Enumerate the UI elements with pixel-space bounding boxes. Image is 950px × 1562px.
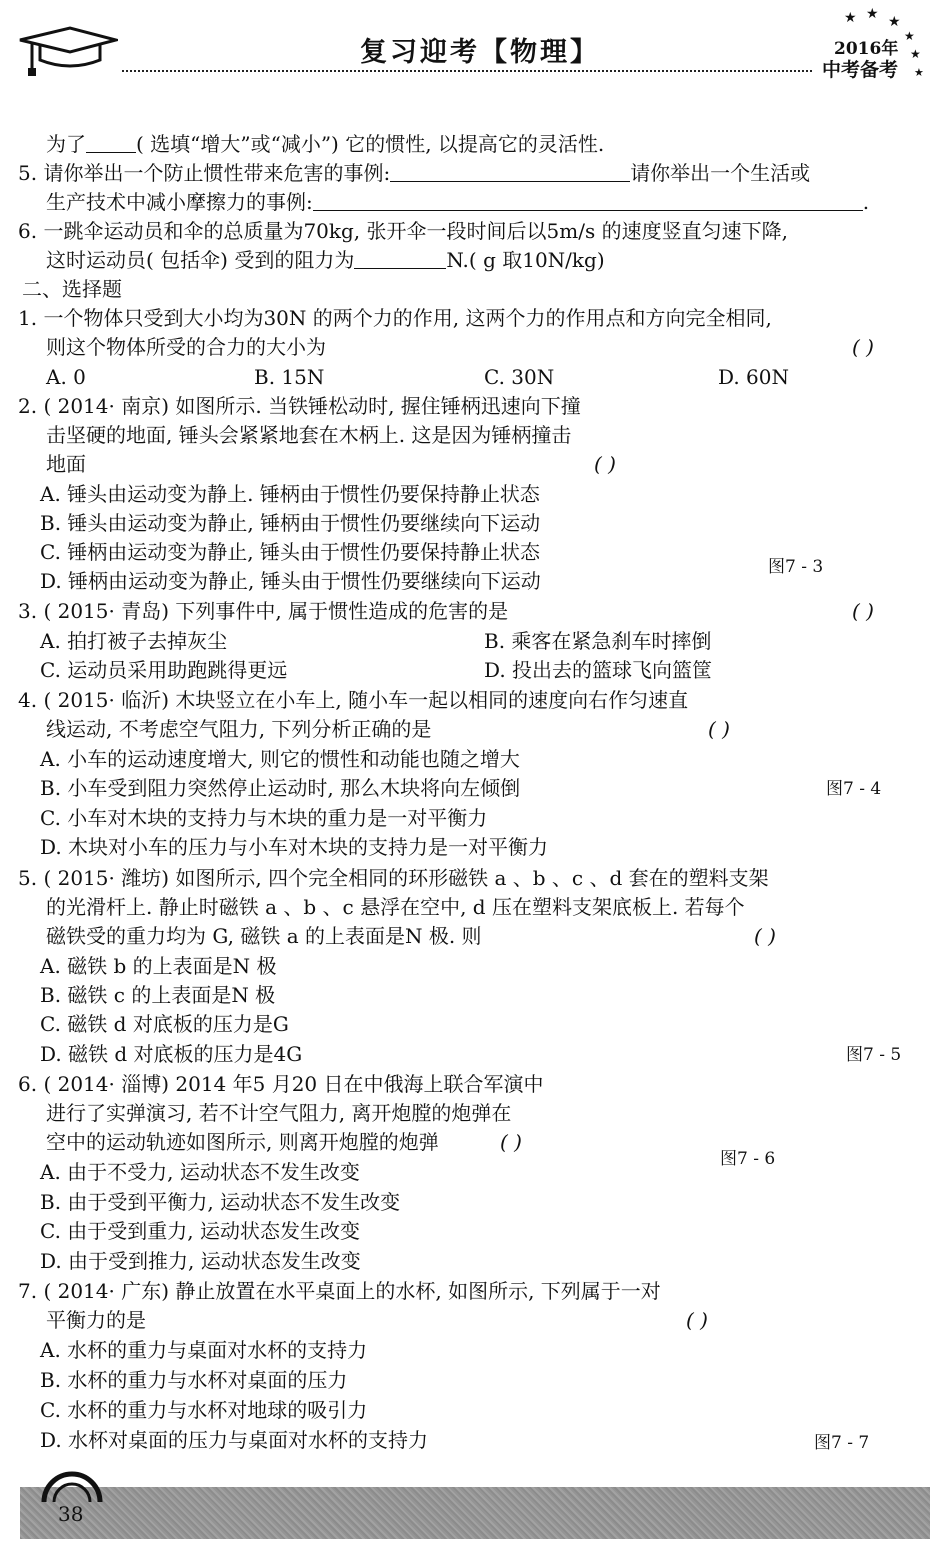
answer-paren[interactable]: ( ) bbox=[708, 717, 730, 741]
svg-text:★: ★ bbox=[866, 6, 879, 22]
option-d[interactable]: D. 锤柄由运动变为静止, 锤头由于惯性仍要继续向下运动 bbox=[40, 569, 541, 593]
svg-text:★: ★ bbox=[914, 66, 924, 79]
option-c[interactable]: C. 小车对木块的支持力与木块的重力是一对平衡力 bbox=[40, 806, 488, 830]
answer-blank[interactable] bbox=[390, 161, 630, 182]
option-c[interactable]: C. 运动员采用助跑跳得更远 bbox=[40, 658, 288, 682]
answer-blank[interactable] bbox=[354, 248, 446, 269]
option-d[interactable]: D. 60N bbox=[718, 365, 789, 389]
figure-label: 图7 - 5 bbox=[846, 1045, 902, 1065]
answer-blank[interactable] bbox=[313, 190, 863, 211]
figure-label: 图7 - 4 bbox=[826, 779, 882, 799]
fill-line-1: 为了 ( 选填“增大”或“减小”) 它的惯性, 以提高它的灵活性. bbox=[46, 132, 605, 156]
option-b[interactable]: B. 磁铁 c 的上表面是N 极 bbox=[40, 983, 276, 1007]
header-rule bbox=[122, 70, 812, 72]
footer-emblem-icon bbox=[40, 1470, 104, 1504]
option-b[interactable]: B. 水杯的重力与水杯对桌面的压力 bbox=[40, 1368, 348, 1392]
fill-q5-line-1: 5. 请你举出一个防止惯性带来危害的事例: 请你举出一个生活或 bbox=[18, 161, 811, 185]
option-d[interactable]: D. 木块对小车的压力与小车对木块的支持力是一对平衡力 bbox=[40, 835, 549, 859]
option-a[interactable]: A. 0 bbox=[46, 365, 86, 389]
option-c[interactable]: C. 30N bbox=[484, 365, 555, 389]
answer-paren[interactable]: ( ) bbox=[852, 599, 874, 623]
graduation-cap-icon bbox=[18, 26, 118, 78]
page-title: 复习迎考【物理】 bbox=[360, 37, 600, 68]
svg-text:★: ★ bbox=[910, 47, 921, 61]
fill-q5-line-2: 生产技术中减小摩擦力的事例: . bbox=[46, 190, 870, 214]
option-d[interactable]: D. 水杯对桌面的压力与桌面对水杯的支持力 bbox=[40, 1428, 429, 1452]
option-c[interactable]: C. 水杯的重力与水杯对地球的吸引力 bbox=[40, 1398, 368, 1422]
answer-paren[interactable]: ( ) bbox=[852, 335, 874, 359]
answer-blank[interactable] bbox=[86, 132, 136, 153]
option-b[interactable]: B. 由于受到平衡力, 运动状态不发生改变 bbox=[40, 1190, 401, 1214]
answer-paren[interactable]: ( ) bbox=[500, 1130, 522, 1154]
option-a[interactable]: A. 拍打被子去掉灰尘 bbox=[40, 629, 228, 653]
option-a[interactable]: A. 水杯的重力与桌面对水杯的支持力 bbox=[40, 1338, 368, 1362]
answer-paren[interactable]: ( ) bbox=[754, 924, 776, 948]
option-c[interactable]: C. 锤柄由运动变为静止, 锤头由于惯性仍要保持静止状态 bbox=[40, 540, 541, 564]
answer-paren[interactable]: ( ) bbox=[594, 452, 616, 476]
page-number: 38 bbox=[58, 1502, 84, 1526]
option-c[interactable]: C. 由于受到重力, 运动状态发生改变 bbox=[40, 1219, 361, 1243]
footer-bar bbox=[20, 1487, 930, 1539]
svg-text:★: ★ bbox=[904, 29, 915, 43]
option-d[interactable]: D. 由于受到推力, 运动状态发生改变 bbox=[40, 1249, 361, 1273]
option-d[interactable]: D. 磁铁 d 对底板的压力是4G bbox=[40, 1042, 303, 1066]
figure-label: 图7 - 7 bbox=[814, 1433, 870, 1453]
option-b[interactable]: B. 15N bbox=[254, 365, 325, 389]
svg-text:★: ★ bbox=[888, 14, 901, 30]
option-c[interactable]: C. 磁铁 d 对底板的压力是G bbox=[40, 1012, 289, 1036]
option-b[interactable]: B. 乘客在紧急刹车时摔倒 bbox=[484, 629, 712, 653]
section-heading: 二、选择题 bbox=[22, 277, 122, 301]
option-a[interactable]: A. 锤头由运动变为静上. 锤柄由于惯性仍要保持静止状态 bbox=[40, 482, 540, 506]
fill-q6-line-2: 这时运动员( 包括伞) 受到的阻力为 N.( g 取10N/kg) bbox=[46, 248, 605, 272]
fill-q6-line-1: 6. 一跳伞运动员和伞的总质量为70kg, 张开伞一段时间后以5m/s 的速度竖直匀速下降, bbox=[18, 219, 788, 243]
option-b[interactable]: B. 小车受到阻力突然停止运动时, 那么木块将向左倾倒 bbox=[40, 776, 521, 800]
badge-year: 2016年 bbox=[834, 39, 899, 59]
option-b[interactable]: B. 锤头由运动变为静止, 锤柄由于惯性仍要继续向下运动 bbox=[40, 511, 541, 535]
option-d[interactable]: D. 投出去的篮球飞向篮筐 bbox=[484, 658, 713, 682]
badge-text: 中考备考 bbox=[822, 59, 899, 81]
figure-label: 图7 - 3 bbox=[768, 557, 824, 577]
figure-label: 图7 - 6 bbox=[720, 1149, 776, 1169]
option-a[interactable]: A. 由于不受力, 运动状态不发生改变 bbox=[40, 1160, 360, 1184]
answer-paren[interactable]: ( ) bbox=[686, 1308, 708, 1332]
option-a[interactable]: A. 小车的运动速度增大, 则它的惯性和动能也随之增大 bbox=[40, 747, 520, 771]
option-a[interactable]: A. 磁铁 b 的上表面是N 极 bbox=[40, 954, 277, 978]
svg-text:★: ★ bbox=[844, 10, 857, 26]
